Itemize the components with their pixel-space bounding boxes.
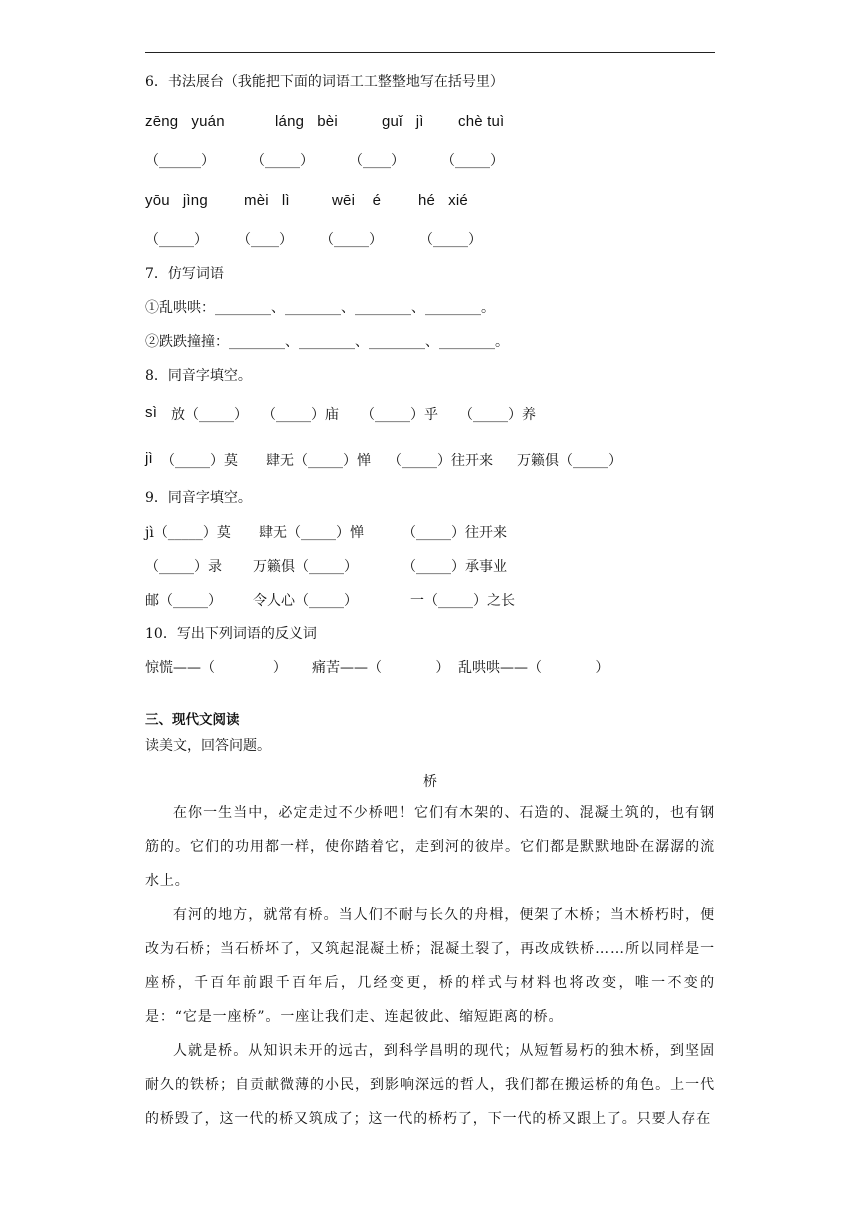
pinyin-item: yōu jìng: [145, 192, 208, 209]
fill-item[interactable]: 万籁俱（_____）: [517, 453, 622, 469]
fill-item[interactable]: 令人心（_____）: [253, 593, 358, 609]
q7-item-1[interactable]: ①乱哄哄：________、________、________、________。: [145, 300, 495, 316]
fill-item[interactable]: 万籁俱（_____）: [253, 559, 358, 575]
q8-title: 8．同音字填空。: [145, 368, 252, 384]
pinyin-label: jì: [145, 450, 153, 467]
section-heading: 三、现代文阅读: [145, 712, 240, 728]
answer-blank[interactable]: （_____）: [419, 232, 482, 248]
answer-blank[interactable]: （_____）: [441, 153, 504, 169]
answer-blank[interactable]: （____）: [237, 232, 293, 248]
fill-item[interactable]: jì（_____）莫: [145, 525, 231, 541]
pinyin-item: láng bèi: [275, 113, 338, 130]
passage-paragraph-2: 有河的地方，就常有桥。当人们不耐与长久的舟楫，便架了木桥；当木桥朽时，便改为石桥；当石桥坏了，又筑起混凝土桥；混凝土裂了，再改成铁桥……所以同样是一座桥，千百年前跟千百年后，几经变更，桥的样式与材料也将改变，唯一不变的是：“它是一座桥”。一座让我们走、连起彼此、缩短距离的桥。: [145, 907, 715, 1025]
fill-item[interactable]: （_____）往开来: [388, 453, 493, 469]
answer-blank[interactable]: （____）: [349, 153, 405, 169]
fill-item[interactable]: （_____）承事业: [402, 559, 507, 575]
section-instruction: 读美文，回答问题。: [145, 738, 271, 754]
fill-item[interactable]: 肆无（_____）惮: [259, 525, 364, 541]
answer-blank[interactable]: （______）: [145, 153, 215, 169]
q7-item-2[interactable]: ②跌跌撞撞：________、________、________、________。: [145, 334, 509, 350]
passage-paragraph-1: 在你一生当中，必定走过不少桥吧！它们有木架的、石造的、混凝土筑的，也有钢筋的。它们的功用都一样，使你踏着它，走到河的彼岸。它们都是默默地卧在潺潺的流水上。: [145, 805, 715, 889]
pinyin-item: mèi lì: [244, 192, 290, 209]
pinyin-item: zēng yuán: [145, 113, 225, 130]
q9-title: 9．同音字填空。: [145, 490, 252, 506]
fill-item[interactable]: （_____）乎: [361, 407, 438, 423]
passage-paragraph-3: 人就是桥。从知识未开的远古，到科学昌明的现代；从短暂易朽的独木桥，到坚固耐久的铁桥；自贡献微薄的小民，到影响深远的哲人，我们都在搬运桥的角色。上一代的桥毁了，这一代的桥又筑成了；这一代的桥朽了，下一代的桥又跟上了。只要人存在: [145, 1043, 715, 1127]
fill-item[interactable]: 邮（_____）: [145, 593, 222, 609]
passage-title: 桥: [423, 774, 437, 790]
pinyin-item: hé xié: [418, 192, 468, 209]
fill-item[interactable]: 放（_____）: [171, 407, 248, 423]
q10-title: 10．写出下列词语的反义词: [145, 626, 317, 642]
pinyin-item: guǐ jì: [382, 113, 424, 130]
fill-item[interactable]: （_____）养: [459, 407, 536, 423]
antonym-item[interactable]: 惊慌——（ ）: [145, 660, 287, 676]
pinyin-item: chè tuì: [458, 113, 505, 130]
answer-blank[interactable]: （_____）: [251, 153, 314, 169]
header-rule: [145, 52, 715, 53]
fill-item[interactable]: （_____）庙: [262, 407, 339, 423]
antonym-item[interactable]: 乱哄哄——（ ）: [458, 660, 610, 676]
antonym-item[interactable]: 痛苦——（ ）: [312, 660, 450, 676]
pinyin-label: sì: [145, 404, 158, 421]
fill-item[interactable]: （_____）录: [145, 559, 222, 575]
q6-title: 6．书法展台（我能把下面的词语工工整整地写在括号里）: [145, 74, 504, 90]
pinyin-item: wēi é: [332, 192, 382, 209]
fill-item[interactable]: 肆无（_____）惮: [266, 453, 371, 469]
q7-title: 7．仿写词语: [145, 266, 224, 282]
fill-item[interactable]: （_____）莫: [161, 453, 238, 469]
fill-item[interactable]: （_____）往开来: [402, 525, 507, 541]
answer-blank[interactable]: （_____）: [145, 232, 208, 248]
fill-item[interactable]: 一（_____）之长: [410, 593, 515, 609]
answer-blank[interactable]: （_____）: [320, 232, 383, 248]
